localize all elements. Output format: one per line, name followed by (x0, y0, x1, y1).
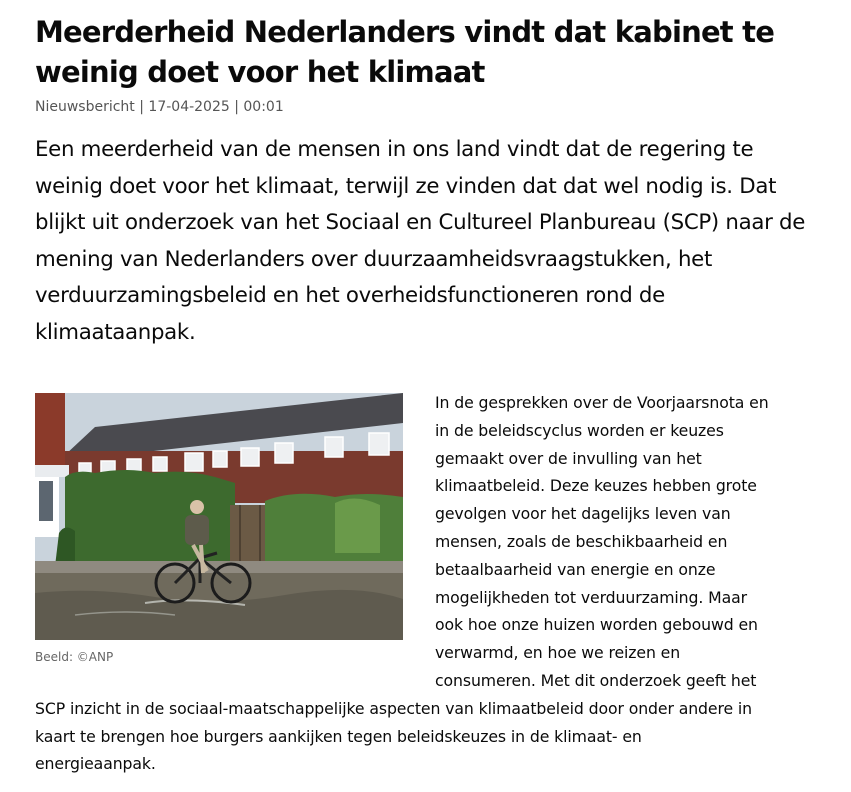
body-line: mensen, zoals de beschikbaarheid en (435, 531, 728, 551)
body-line: kaart te brengen hoe burgers aankijken tegen beleidskeuzes in de klimaat- en (35, 726, 642, 746)
article-header (35, 12, 825, 351)
article-body (35, 389, 825, 778)
body-line: ook hoe onze huizen worden gebouwd en (435, 615, 758, 635)
body-line: In de gesprekken over de Voorjaarsnota en (435, 393, 769, 412)
body-line: mogelijkheden tot verduurzaming. Maar (435, 587, 747, 607)
body-line: energieaanpak. (35, 754, 156, 774)
body-line: SCP inzicht in de sociaal-maatschappelijke aspecten van klimaatbeleid door onder andere in (35, 698, 753, 718)
body-line: in de beleidscyclus worden er keuzes (435, 420, 724, 440)
body-line: gemaakt over de invulling van het (435, 448, 702, 468)
article-title: Meerderheid Nederlanders vindt dat kabinet te weinig doet voor het klimaat (35, 15, 775, 89)
body-line: betaalbaarheid van energie en onze (435, 559, 716, 579)
body-line: gevolgen voor het dagelijks leven van (435, 504, 731, 524)
image-caption: Beeld: ©ANP (35, 650, 114, 664)
body-line: klimaatbeleid. Deze keuzes hebben grote (435, 476, 757, 496)
body-line: verwarmd, en hoe we reizen en (435, 643, 681, 663)
article-meta: Nieuwsbericht | 17-04-2025 | 00:01 (35, 99, 284, 115)
article-lead: Een meerderheid van de mensen in ons land vindt dat de regering te weinig doet voor het klimaat, terwijl ze vinden dat dat wel nodig is. Dat blijkt uit onderzoek van het Sociaal en Cultureel Planbureau (SCP) naar de mening van Nederlanders over duurzaamheidsvraagstukken, het verduurzamingsbeleid en het overheidsfunctioneren rond de klimaataanpak. (35, 137, 806, 345)
body-line: consumeren. Met dit onderzoek geeft het (435, 670, 757, 690)
